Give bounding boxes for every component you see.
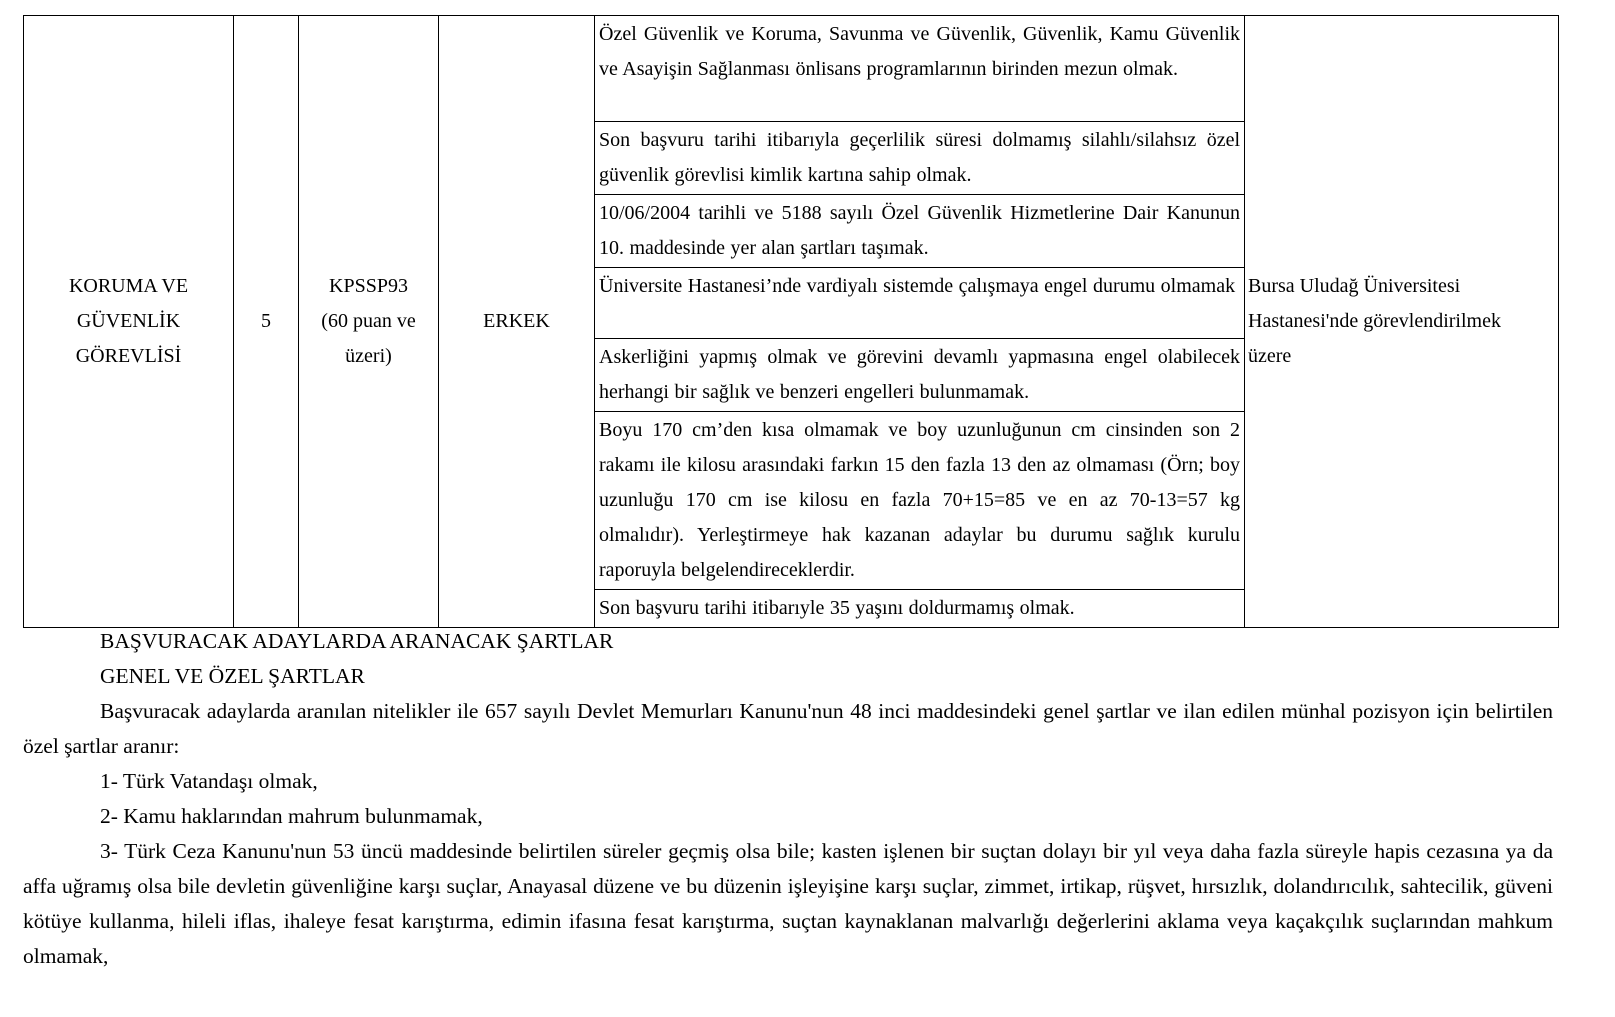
position-title-line: KORUMA VE xyxy=(68,275,189,297)
unit-line: üzere xyxy=(1248,345,1292,367)
position-title-cell xyxy=(24,16,234,628)
gender-cell: ERKEK xyxy=(439,16,595,628)
unit-line: Hastanesi'nde görevlendirilmek xyxy=(1248,310,1501,332)
score-type-cell xyxy=(299,16,439,628)
requirement-cell: Özel Güvenlik ve Koruma, Savunma ve Güvenlik, Güvenlik, Kamu Güvenlik ve Asayişin Sağlanması önlisans programlarının birinden mezun olmak. xyxy=(595,16,1245,122)
section-subheading: GENEL VE ÖZEL ŞARTLAR xyxy=(100,664,365,688)
position-table xyxy=(23,15,1559,628)
position-count-cell: 5 xyxy=(234,16,299,628)
unit-line: Bursa Uludağ Üniversitesi xyxy=(1248,275,1461,297)
conditions-section xyxy=(23,624,1553,974)
intro-paragraph: Başvuracak adaylarda aranılan nitelikler ile 657 sayılı Devlet Memurları Kanunu'nun 48 inci maddesindeki genel şartlar ve ilan edilen münhal pozisyon için belirtilen özel şartlar aranır: xyxy=(23,699,1553,758)
score-type-line: (60 puan ve xyxy=(321,310,416,332)
requirement-cell: Askerliğini yapmış olmak ve görevini devamlı yapmasına engel olabilecek herhangi bir sağlık ve benzeri engelleri bulunmamak. xyxy=(595,339,1245,412)
condition-item: 3- Türk Ceza Kanunu'nun 53 üncü maddesinde belirtilen süreler geçmiş olsa bile; kasten işlenen bir suçtan dolayı bir yıl veya daha fazla süreyle hapis cezasına ya da affa uğramış olsa bile devletin güvenliğine karşı suçlar, Anayasal düzene ve bu düzenin işleyişine karşı suçlar, zimmet, irtikap, rüşvet, hırsızlık, dolandırıcılık, sahtecilik, güveni kötüye kullanma, hileli iflas, ihaleye fesat karıştırma, edimin ifasına fesat karıştırma, suçtan kaynaklanan malvarlığı değerlerini aklama veya kaçakçılık suçlarından mahkum olmamak, xyxy=(23,839,1553,968)
requirement-cell: Son başvuru tarihi itibarıyle 35 yaşını doldurmamış olmak. xyxy=(595,590,1245,628)
position-title-line: GÖREVLİSİ xyxy=(75,345,182,367)
condition-item: 1- Türk Vatandaşı olmak, xyxy=(100,769,318,793)
requirement-cell: Boyu 170 cm’den kısa olmamak ve boy uzunluğunun cm cinsinden son 2 rakamı ile kilosu arasındaki farkın 15 den fazla 13 den az olmaması (Örn; boy uzunluğu 170 cm ise kilosu en fazla 70+15=85 ve en az 70-13=57 kg olmalıdır). Yerleştirmeye hak kazanan adaylar bu durumu sağlık kurulu raporuyla belgelendireceklerdir. xyxy=(595,412,1245,590)
section-heading: BAŞVURACAK ADAYLARDA ARANACAK ŞARTLAR xyxy=(100,629,614,653)
requirement-cell: Üniversite Hastanesi’nde vardiyalı sistemde çalışmaya engel durumu olmamak xyxy=(595,268,1245,339)
requirement-cell: 10/06/2004 tarihli ve 5188 sayılı Özel Güvenlik Hizmetlerine Dair Kanunun 10. maddesinde yer alan şartları taşımak. xyxy=(595,195,1245,268)
position-title-line: GÜVENLİK xyxy=(76,310,181,332)
requirement-cell: Son başvuru tarihi itibarıyla geçerlilik süresi dolmamış silahlı/silahsız özel güvenlik görevlisi kimlik kartına sahip olmak. xyxy=(595,122,1245,195)
condition-item: 2- Kamu haklarından mahrum bulunmamak, xyxy=(100,804,483,828)
score-type-line: üzeri) xyxy=(345,345,392,367)
unit-cell xyxy=(1245,16,1559,628)
score-type-line: KPSSP93 xyxy=(329,275,408,297)
